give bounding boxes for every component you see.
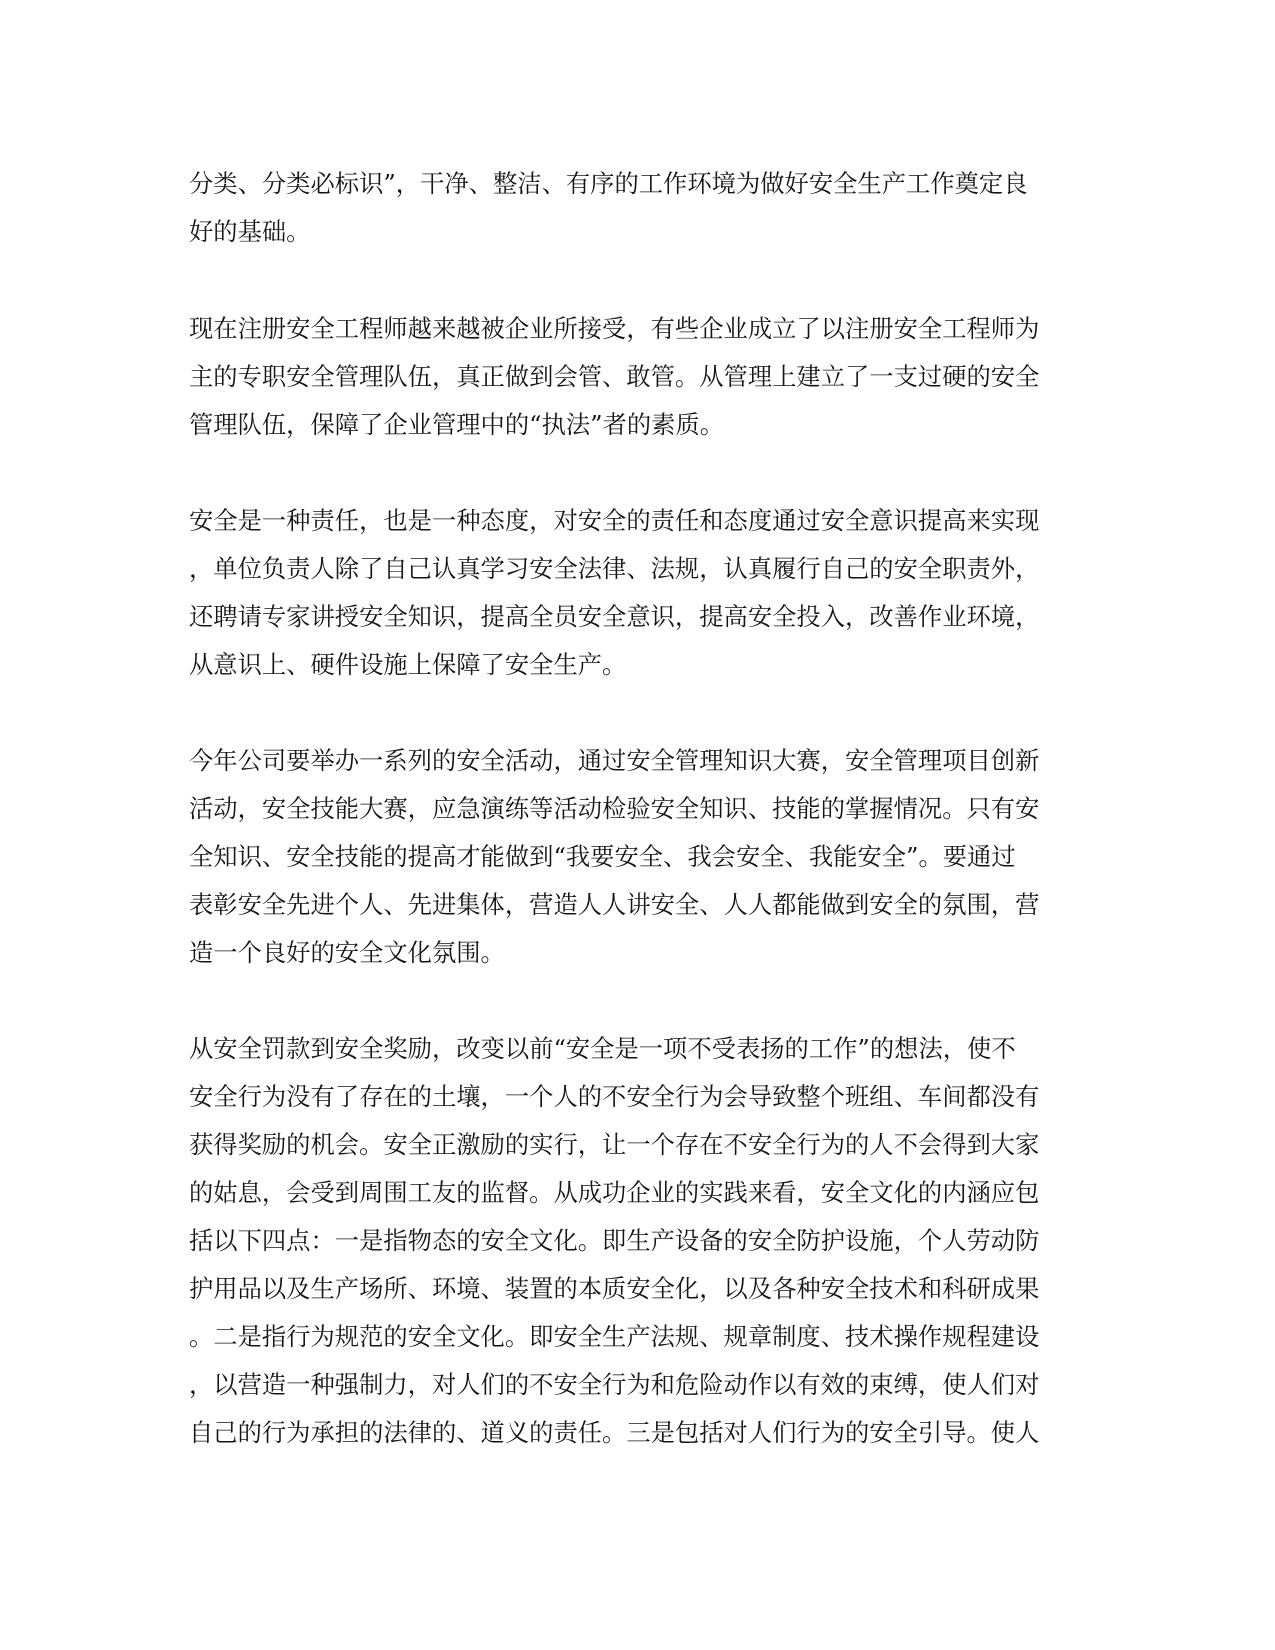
text-line: 从意识上、硬件设施上保障了安全生产。: [189, 650, 627, 679]
paragraph-safety-activities: [189, 737, 1069, 977]
paragraph-work-environment: [189, 160, 1069, 256]
text-line: 好的基础。: [189, 217, 311, 246]
text-line: 。二是指行为规范的安全文化。即安全生产法规、规章制度、技术操作规程建设: [189, 1322, 1040, 1351]
text-line: 管理队伍，保障了企业管理中的“执法”者的素质。: [189, 410, 725, 439]
text-line: 从安全罚款到安全奖励，改变以前“安全是一项不受表扬的工作”的想法，使不: [189, 1034, 1016, 1063]
text-line: 的姑息，会受到周围工友的监督。从成功企业的实践来看，安全文化的内涵应包: [189, 1178, 1040, 1207]
text-line: 今年公司要举办一系列的安全活动，通过安全管理知识大赛，安全管理项目创新: [189, 746, 1040, 775]
text-line: 现在注册安全工程师越来越被企业所接受，有些企业成立了以注册安全工程师为: [189, 314, 1040, 343]
text-line: ，单位负责人除了自己认真学习安全法律、法规，认真履行自己的安全职责外，: [189, 554, 1040, 583]
text-line: 获得奖励的机会。安全正激励的实行，让一个存在不安全行为的人不会得到大家: [189, 1130, 1040, 1159]
text-line: 安全行为没有了存在的土壤，一个人的不安全行为会导致整个班组、车间都没有: [189, 1082, 1040, 1111]
paragraph-safety-culture: [189, 1025, 1069, 1457]
text-line: 护用品以及生产场所、环境、装置的本质安全化，以及各种安全技术和科研成果: [189, 1274, 1040, 1303]
text-line: 主的专职安全管理队伍，真正做到会管、敢管。从管理上建立了一支过硬的安全: [189, 362, 1040, 391]
text-line: 还聘请专家讲授安全知识，提高全员安全意识，提高安全投入，改善作业环境，: [189, 602, 1040, 631]
text-line: 括以下四点：一是指物态的安全文化。即生产设备的安全防护设施，个人劳动防: [189, 1226, 1040, 1255]
text-line: 安全是一种责任，也是一种态度，对安全的责任和态度通过安全意识提高来实现: [189, 506, 1040, 535]
text-line: 分类、分类必标识”，干净、整洁、有序的工作环境为做好安全生产工作奠定良: [189, 169, 1028, 198]
paragraph-safety-responsibility: [189, 497, 1069, 689]
paragraph-safety-engineers: [189, 305, 1069, 449]
text-line: 表彰安全先进个人、先进集体，营造人人讲安全、人人都能做到安全的氛围，营: [189, 890, 1040, 919]
text-line: 活动，安全技能大赛，应急演练等活动检验安全知识、技能的掌握情况。只有安: [189, 794, 1040, 823]
text-line: 全知识、安全技能的提高才能做到“我要安全、我会安全、我能安全”。要通过: [189, 842, 1016, 871]
text-line: 造一个良好的安全文化氛围。: [189, 938, 505, 967]
text-line: ，以营造一种强制力，对人们的不安全行为和危险动作以有效的束缚，使人们对: [189, 1370, 1040, 1399]
text-line: 自己的行为承担的法律的、道义的责任。三是包括对人们行为的安全引导。使人: [189, 1418, 1040, 1447]
